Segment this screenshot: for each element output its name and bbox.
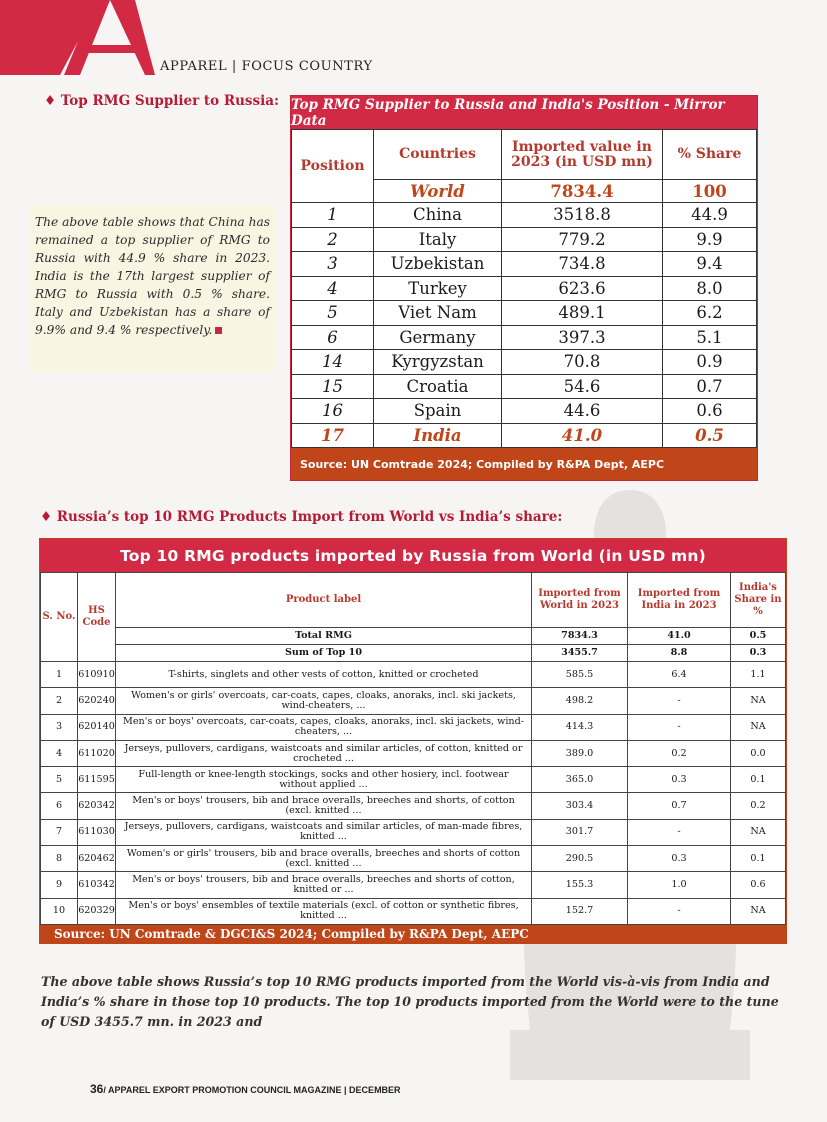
table-row (41, 793, 786, 819)
row-value: 44.6 (502, 399, 663, 424)
section-heading-products: ♦ Russia’s top 10 RMG Products Import from World vs India’s share: (40, 509, 563, 525)
supplier-table-title: Top RMG Supplier to Russia and India's Position - Mirror Data (291, 96, 757, 129)
table-row (41, 662, 786, 688)
table-row (292, 301, 757, 326)
row-value: 41.0 (502, 423, 663, 448)
row-share: 9.9 (663, 227, 757, 252)
table-row (292, 350, 757, 375)
row-world: 155.3 (532, 872, 628, 898)
header-imported-world: Imported from World in 2023 (532, 573, 628, 628)
row-country: Germany (374, 325, 502, 350)
end-mark-icon (215, 327, 222, 334)
row-country: Turkey (374, 276, 502, 301)
row-share: 0.6 (731, 872, 786, 898)
row-label: T-shirts, singlets and other vests of cotton, knitted or crocheted (116, 662, 532, 688)
products-table-title: Top 10 RMG products imported by Russia from World (in USD mn) (40, 539, 786, 572)
row-india: - (628, 898, 731, 924)
table-row (292, 374, 757, 399)
row-world: 585.5 (532, 662, 628, 688)
row-hs: 611595 (78, 767, 116, 793)
row-india: 0.2 (628, 740, 731, 766)
row-india: - (628, 688, 731, 714)
row-world: 389.0 (532, 740, 628, 766)
table-row (41, 846, 786, 872)
row-share: 44.9 (663, 203, 757, 228)
row-position: 14 (292, 350, 374, 375)
row-share: 0.9 (663, 350, 757, 375)
products-table (39, 538, 787, 944)
row-india: 6.4 (628, 662, 731, 688)
row-sno: 7 (41, 819, 78, 845)
row-position: 3 (292, 252, 374, 277)
sum-share: 0.3 (731, 645, 786, 662)
row-world: 303.4 (532, 793, 628, 819)
row-share: 8.0 (663, 276, 757, 301)
supplier-table (290, 95, 758, 481)
row-share: 5.1 (663, 325, 757, 350)
world-value: 7834.4 (502, 180, 663, 203)
row-world: 414.3 (532, 714, 628, 740)
row-india: - (628, 819, 731, 845)
world-label: World (374, 180, 502, 203)
total-label: Total RMG (116, 628, 532, 645)
row-sno: 6 (41, 793, 78, 819)
row-sno: 3 (41, 714, 78, 740)
row-india: 1.0 (628, 872, 731, 898)
brand-logo (0, 0, 160, 75)
row-hs: 611030 (78, 819, 116, 845)
total-world: 7834.3 (532, 628, 628, 645)
row-share: 0.1 (731, 846, 786, 872)
row-position: 5 (292, 301, 374, 326)
row-share: 0.2 (731, 793, 786, 819)
row-share: 0.7 (663, 374, 757, 399)
row-value: 734.8 (502, 252, 663, 277)
total-share: 0.5 (731, 628, 786, 645)
row-label: Jerseys, pullovers, cardigans, waistcoats and similar articles, of cotton, knitted or crocheted ... (116, 740, 532, 766)
table-row (41, 767, 786, 793)
sum-label: Sum of Top 10 (116, 645, 532, 662)
row-india: - (628, 714, 731, 740)
row-value: 779.2 (502, 227, 663, 252)
row-country: China (374, 203, 502, 228)
row-label: Men's or boys' overcoats, car-coats, capes, cloaks, anoraks, incl. ski jackets, wind-cheaters, ... (116, 714, 532, 740)
row-hs: 620240 (78, 688, 116, 714)
row-sno: 8 (41, 846, 78, 872)
row-world: 290.5 (532, 846, 628, 872)
row-position: 4 (292, 276, 374, 301)
table-row (292, 276, 757, 301)
row-value: 397.3 (502, 325, 663, 350)
row-hs: 620342 (78, 793, 116, 819)
row-share: 9.4 (663, 252, 757, 277)
row-world: 498.2 (532, 688, 628, 714)
header-countries: Countries (374, 130, 502, 180)
row-india: 0.3 (628, 846, 731, 872)
sum-top10-row (41, 645, 786, 662)
row-share: NA (731, 714, 786, 740)
header-product-label: Product label (116, 573, 532, 628)
row-hs: 620462 (78, 846, 116, 872)
table-row (292, 252, 757, 277)
row-share: 0.5 (663, 423, 757, 448)
sum-india: 8.8 (628, 645, 731, 662)
row-label: Men's or boys' trousers, bib and brace overalls, breeches and shorts, of cotton (excl. knitted ... (116, 793, 532, 819)
row-position: 16 (292, 399, 374, 424)
row-hs: 611020 (78, 740, 116, 766)
table-row (292, 399, 757, 424)
row-position: 17 (292, 423, 374, 448)
header-position: Position (292, 130, 374, 203)
row-value: 3518.8 (502, 203, 663, 228)
row-label: Men's or boys' ensembles of textile materials (excl. of cotton or synthetic fibres, knitted ... (116, 898, 532, 924)
row-label: Full-length or knee-length stockings, socks and other hosiery, incl. footwear without applied ... (116, 767, 532, 793)
row-sno: 1 (41, 662, 78, 688)
row-share: NA (731, 819, 786, 845)
section-header: APPAREL | FOCUS COUNTRY (160, 59, 373, 74)
header-share: % Share (663, 130, 757, 180)
row-position: 2 (292, 227, 374, 252)
page-footer (90, 1082, 401, 1096)
products-table-source: Source: UN Comtrade & DGCI&S 2024; Compiled by R&PA Dept, AEPC (40, 925, 786, 943)
row-share: 1.1 (731, 662, 786, 688)
header-sno: S. No. (41, 573, 78, 662)
row-hs: 620140 (78, 714, 116, 740)
row-value: 54.6 (502, 374, 663, 399)
row-world: 365.0 (532, 767, 628, 793)
section-heading-suppliers: ♦ Top RMG Supplier to Russia: (44, 93, 279, 109)
row-share: 6.2 (663, 301, 757, 326)
row-share: 0.1 (731, 767, 786, 793)
total-india: 41.0 (628, 628, 731, 645)
footer-text: / APPAREL EXPORT PROMOTION COUNCIL MAGAZINE | DECEMBER (103, 1085, 401, 1095)
closing-paragraph: The above table shows Russia’s top 10 RMG products imported from the World vis-à-vis from India and India’s % share in those top 10 products. The top 10 products imported from the World were to the tune of USD 3455.7 mn. in 2023 and (41, 974, 779, 1029)
row-label: Jerseys, pullovers, cardigans, waistcoats and similar articles, of man-made fibres, knitted ... (116, 819, 532, 845)
header-hs-code: HS Code (78, 573, 116, 662)
row-label: Women's or girls' trousers, bib and brace overalls, breeches and shorts of cotton (excl. knitted ... (116, 846, 532, 872)
row-country: Spain (374, 399, 502, 424)
row-position: 15 (292, 374, 374, 399)
row-country: Kyrgyzstan (374, 350, 502, 375)
summary-note-text: The above table shows that China has remained a top supplier of RMG to Russia with 44.9 % share in 2023. India is the 17th largest supplier of RMG to Russia with 0.5 % share. Italy and Uzbekistan has a share of 9.9% and 9.4 % respectively. (35, 215, 270, 337)
row-value: 489.1 (502, 301, 663, 326)
row-country: Croatia (374, 374, 502, 399)
summary-note (29, 205, 276, 372)
row-country: Italy (374, 227, 502, 252)
table-row (292, 227, 757, 252)
row-label: Women's or girls' overcoats, car-coats, capes, cloaks, anoraks, incl. ski jackets, wind-cheaters, ... (116, 688, 532, 714)
header-imported-value: Imported value in 2023 (in USD mn) (502, 130, 663, 180)
row-hs: 610342 (78, 872, 116, 898)
world-share: 100 (663, 180, 757, 203)
row-country: Uzbekistan (374, 252, 502, 277)
row-value: 70.8 (502, 350, 663, 375)
header-india-share: India's Share in % (731, 573, 786, 628)
row-share: 0.6 (663, 399, 757, 424)
table-row (292, 325, 757, 350)
sum-world: 3455.7 (532, 645, 628, 662)
row-country: India (374, 423, 502, 448)
table-row (41, 688, 786, 714)
table-row (41, 872, 786, 898)
table-row (41, 714, 786, 740)
row-label: Men's or boys' trousers, bib and brace overalls, breeches and shorts of cotton, knitted or ... (116, 872, 532, 898)
total-rmg-row (41, 628, 786, 645)
row-country: Viet Nam (374, 301, 502, 326)
row-share: 0.0 (731, 740, 786, 766)
row-value: 623.6 (502, 276, 663, 301)
india-row (292, 423, 757, 448)
row-position: 1 (292, 203, 374, 228)
row-world: 152.7 (532, 898, 628, 924)
page-number: 36 (90, 1082, 104, 1096)
row-india: 0.7 (628, 793, 731, 819)
supplier-table-source: Source: UN Comtrade 2024; Compiled by R&PA Dept, AEPC (291, 448, 757, 480)
row-share: NA (731, 688, 786, 714)
row-sno: 10 (41, 898, 78, 924)
row-hs: 620329 (78, 898, 116, 924)
row-sno: 4 (41, 740, 78, 766)
row-sno: 5 (41, 767, 78, 793)
table-row (292, 203, 757, 228)
row-world: 301.7 (532, 819, 628, 845)
table-row (41, 740, 786, 766)
table-row (41, 898, 786, 924)
row-sno: 9 (41, 872, 78, 898)
header-imported-india: Imported from India in 2023 (628, 573, 731, 628)
row-hs: 610910 (78, 662, 116, 688)
row-india: 0.3 (628, 767, 731, 793)
row-share: NA (731, 898, 786, 924)
row-position: 6 (292, 325, 374, 350)
table-row (41, 819, 786, 845)
row-sno: 2 (41, 688, 78, 714)
